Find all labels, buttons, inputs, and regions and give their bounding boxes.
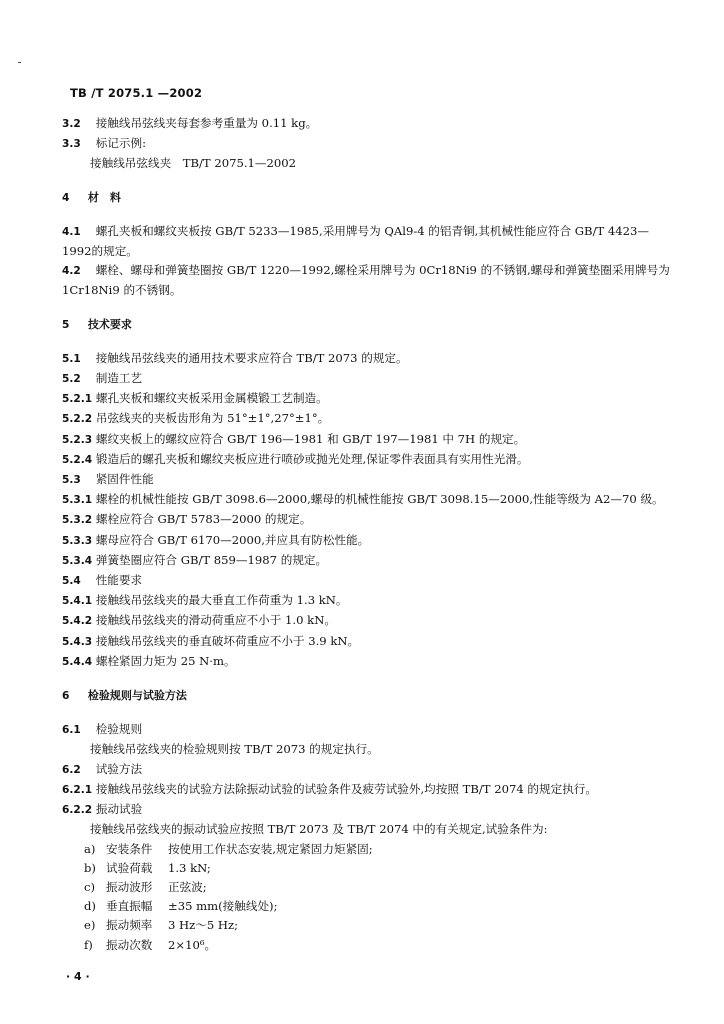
clause-5-3-2: 5.3.2 螺栓应符合 GB/T 5783—2000 的规定。 (62, 512, 312, 527)
section-6-heading: 6 检验规则与试验方法 (62, 689, 187, 703)
condition-item: f) 振动次数 2×10⁶。 (84, 937, 217, 952)
clause-5-2-1: 5.2.1 螺孔夹板和螺纹夹板采用金属模锻工艺制造。 (62, 391, 328, 406)
clause-5-2-4: 5.2.4 锻造后的螺孔夹板和螺纹夹板应进行喷砂或抛光处理,保证零件表面具有实用性光滑。 (62, 451, 529, 466)
clause-3-3: 3.3 标记示例: (62, 136, 146, 151)
clause-5-2: 5.2 制造工艺 (62, 371, 143, 386)
clause-5-3-1: 5.3.1 螺栓的机械性能按 GB/T 3098.6—2000,螺母的机械性能按 GB/T 3098.15—2000,性能等级为 A2—70 级。 (62, 492, 664, 507)
section-4-heading: 4 材 料 (62, 190, 121, 204)
clause-4-2: 4.2 螺栓、螺母和弹簧垫圈按 GB/T 1220—1992,螺栓采用牌号为 0Cr18Ni9 的不锈钢,螺母和弹簧垫圈采用牌号为 1Cr18Ni9 的不锈钢。 (62, 263, 670, 298)
clause-6-2-2: 6.2.2 振动试验 (62, 802, 143, 817)
condition-item: d) 垂直振幅 ±35 mm(接触线处); (84, 899, 278, 914)
section-5-heading: 5 技术要求 (62, 317, 132, 331)
clause-5-1: 5.1 接触线吊弦线夹的通用技术要求应符合 TB/T 2073 的规定。 (62, 350, 408, 365)
document-body (62, 114, 672, 955)
condition-item: a) 安装条件 按使用工作状态安装,规定紧固力矩紧固; (84, 841, 373, 856)
standard-header: TB /T 2075.1 —2002 (70, 86, 203, 100)
clause-5-4-3: 5.4.3 接触线吊弦线夹的垂直破坏荷重应不小于 3.9 kN。 (62, 633, 360, 648)
clause-3-2: 3.2 接触线吊弦线夹每套参考重量为 0.11 kg。 (62, 116, 318, 130)
condition-item: b) 试验荷载 1.3 kN; (84, 860, 211, 875)
clause-6-1: 6.1 检验规则 (62, 722, 143, 737)
clause-5-2-3: 5.2.3 螺纹夹板上的螺纹应符合 GB/T 196—1981 和 GB/T 197—1981 中 7H 的规定。 (62, 431, 526, 446)
condition-item: e) 振动频率 3 Hz～5 Hz; (84, 918, 239, 933)
clause-5-3-4: 5.3.4 弹簧垫圈应符合 GB/T 859—1987 的规定。 (62, 552, 328, 567)
clause-5-3-3: 5.3.3 螺母应符合 GB/T 6170—2000,并应具有防松性能。 (62, 532, 370, 547)
clause-4-1: 4.1 螺孔夹板和螺纹夹板按 GB/T 5233—1985,采用牌号为 QAl9-4 的铝青铜,其机械性能应符合 GB/T 4423—1992的规定。 (62, 223, 650, 259)
clause-5-3: 5.3 紧固件性能 (62, 472, 154, 487)
clause-5-4-2: 5.4.2 接触线吊弦线夹的滑动荷重应不小于 1.0 kN。 (62, 613, 336, 628)
scan-speck (18, 62, 21, 63)
page-number: · 4 · (66, 970, 90, 983)
condition-item: c) 振动波形 正弦波; (84, 879, 207, 894)
clause-5-4-1: 5.4.1 接触线吊弦线夹的最大垂直工作荷重为 1.3 kN。 (62, 593, 348, 608)
clause-5-4-4: 5.4.4 螺栓紧固力矩为 25 N·m。 (62, 653, 236, 668)
clause-5-4: 5.4 性能要求 (62, 573, 143, 588)
clause-6-1-body: 接触线吊弦线夹的检验规则按 TB/T 2073 的规定执行。 (90, 742, 379, 757)
clause-5-2-2: 5.2.2 吊弦线夹的夹板齿形角为 51°±1°,27°±1°。 (62, 411, 330, 426)
clause-6-2: 6.2 试验方法 (62, 761, 143, 776)
marking-example: 接触线吊弦线夹 TB/T 2075.1—2002 (90, 156, 296, 171)
clause-6-2-2-body: 接触线吊弦线夹的振动试验应按照 TB/T 2073 及 TB/T 2074 中的有关规定,试验条件为: (90, 822, 548, 837)
clause-6-2-1: 6.2.1 接触线吊弦线夹的试验方法除振动试验的试验条件及疲劳试验外,均按照 TB/T 2074 的规定执行。 (62, 781, 597, 796)
